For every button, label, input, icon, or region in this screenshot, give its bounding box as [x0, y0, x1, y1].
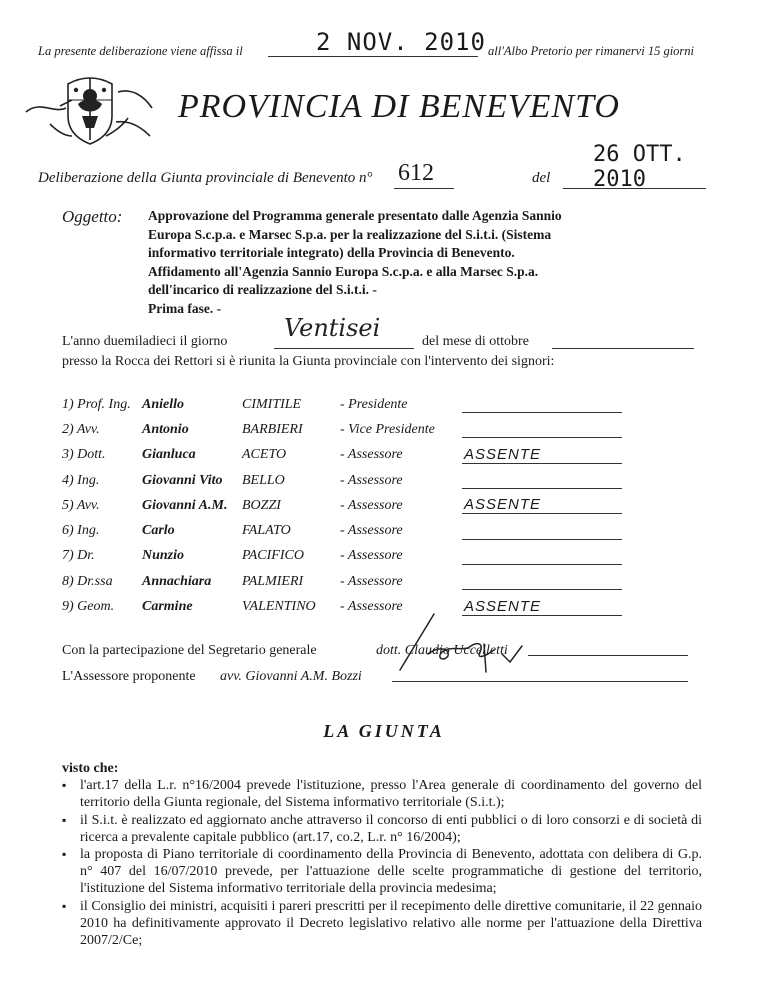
assessore-text: L'Assessore proponente: [62, 669, 196, 684]
member-role: - Assessore: [340, 548, 403, 564]
table-row: [62, 569, 642, 594]
member-first-name: Carlo: [142, 523, 175, 539]
segretario-name: dott. Claudio Uccelletti: [376, 643, 508, 658]
visto-list: [62, 777, 702, 949]
member-title: 2) Avv.: [62, 421, 100, 437]
attendance-line: [462, 548, 622, 565]
anno-text: L'anno duemiladieci il giorno: [62, 334, 228, 349]
seduta-line2: presso la Rocca dei Rettori si è riunita la Giunta provinciale con l'intervento dei signori:: [62, 354, 555, 369]
member-surname: BARBIERI: [242, 421, 303, 437]
attendance-line: [462, 497, 622, 514]
member-first-name: Nunzio: [142, 548, 185, 564]
member-title: 1) Prof. Ing.: [62, 396, 131, 412]
attendance-line: [462, 421, 622, 438]
seduta-paragraph: [62, 314, 702, 371]
member-title: 9) Geom.: [62, 599, 115, 615]
member-first-name: Gianluca: [142, 447, 196, 463]
member-surname: PALMIERI: [242, 573, 304, 589]
list-item: ▪ il S.i.t. è realizzato ed aggiornato anche attraverso il concorso di enti pubblici o di loro consorzi e di società di ricerca a prevalente capitale pubblico (art.17, co.2, L.r. n° 16/2004);: [62, 812, 702, 846]
visto-heading: visto che:: [62, 761, 119, 776]
member-attendance-cell: [462, 493, 642, 518]
member-surname: BOZZI: [242, 497, 281, 513]
table-row: [62, 443, 642, 468]
member-first-name: Aniello: [142, 396, 185, 412]
member-first-name: Giovanni Vito: [142, 472, 223, 488]
segretario-text: Con la partecipazione del Segretario generale: [62, 643, 317, 658]
mese-text: del mese di ottobre: [422, 334, 529, 349]
table-row: [62, 417, 642, 442]
oggetto-line: Europa S.c.p.a. e Marsec S.p.a. per la realizzazione del S.i.t.i. (Sistema: [148, 226, 552, 242]
giorno-handwritten: Ventisei: [284, 314, 381, 342]
member-surname: ACETO: [242, 447, 287, 463]
giorno-underline: [274, 348, 414, 349]
member-first-name: Annachiara: [142, 573, 212, 589]
member-role: - Assessore: [340, 497, 403, 513]
member-role: - Vice Presidente: [340, 421, 435, 437]
oggetto-label: Oggetto:: [62, 207, 123, 226]
affissione-underline: [268, 56, 478, 57]
member-attendance-cell: [462, 569, 642, 594]
member-attendance-cell: [462, 518, 642, 543]
deliberazione-date-label: del: [532, 170, 551, 186]
oggetto-line: Affidamento all'Agenzia Sannio Europa S.c.p.a. e alla Marsec S.p.a.: [148, 263, 539, 279]
table-row: [62, 594, 642, 619]
member-role: - Presidente: [340, 396, 408, 412]
oggetto-line: dell'incarico di realizzazione del S.i.t.i. -: [148, 282, 377, 297]
attendance-line: [462, 396, 622, 413]
oggetto-line: Prima fase. -: [148, 300, 222, 316]
handwritten-signature: [394, 610, 544, 674]
assessore-underline: [392, 681, 688, 682]
affissione-date-stamp: 2 NOV. 2010: [316, 28, 486, 56]
attendance-line: [462, 447, 622, 464]
member-role: - Assessore: [340, 447, 403, 463]
deliberazione-label: Deliberazione della Giunta provinciale di Benevento n°: [38, 170, 373, 186]
table-row: [62, 493, 642, 518]
table-row: [62, 518, 642, 543]
member-surname: BELLO: [242, 472, 285, 488]
list-item: ▪ il Consiglio dei ministri, acquisiti i pareri prescritti per il recepimento delle direttive comunitarie, il 22 gennaio 2010 ha definitivamente approvato il Decreto legislativo relativo alle norme per l'attuazione della Direttiva 2007/2/Ce;: [62, 898, 702, 950]
page-title: PROVINCIA DI BENEVENTO: [178, 88, 620, 125]
oggetto-line: informativo territoriale integrato) della Provincia di Benevento.: [148, 245, 515, 260]
table-row: [62, 544, 642, 569]
province-crest-icon: [20, 70, 160, 150]
member-attendance-cell: [462, 443, 642, 468]
la-giunta-heading: LA GIUNTA: [323, 721, 445, 741]
oggetto-text: [148, 207, 688, 318]
member-role: - Assessore: [340, 599, 403, 615]
attendance-line: [462, 523, 622, 540]
oggetto-line: Approvazione del Programma generale presentato dalle Agenzia Sannio: [148, 208, 562, 223]
attendance-line: [462, 573, 622, 590]
table-row: [62, 468, 642, 493]
member-first-name: Carmine: [142, 599, 193, 615]
member-surname: VALENTINO: [242, 599, 316, 615]
member-title: 5) Avv.: [62, 497, 100, 513]
member-attendance-cell: [462, 417, 642, 442]
member-title: 7) Dr.: [62, 548, 95, 564]
visto-section: [62, 760, 702, 949]
attendance-status: ASSENTE: [464, 445, 542, 463]
member-attendance-cell: [462, 468, 642, 493]
member-role: - Assessore: [340, 523, 403, 539]
attendance-status: ASSENTE: [464, 597, 542, 615]
member-role: - Assessore: [340, 472, 403, 488]
attendance-status: ASSENTE: [464, 496, 542, 514]
deliberazione-number: 612: [398, 160, 434, 186]
member-role: - Assessore: [340, 573, 403, 589]
list-item: ▪ l'art.17 della L.r. n°16/2004 prevede l'istituzione, presso l'Area generale di coordinamento del governo del territorio della Giunta regionale, del Sistema informativo territoriale (S.i.t.);: [62, 777, 702, 811]
partecipazione-block: [62, 638, 702, 690]
affissione-suffix: all'Albo Pretorio per rimanervi 15 giorni: [488, 44, 695, 58]
list-item: ▪ la proposta di Piano territoriale di coordinamento della Provincia di Benevento, adottata con delibera di G.p. n° 407 del 16/07/2010 prevede, per l'attuazione delle scelte programmatiche di gestione del territorio, l'istituzione del Sistema informativo territoriale della provincia medesima;: [62, 846, 702, 898]
member-surname: FALATO: [242, 523, 291, 539]
attendance-line: [462, 472, 622, 489]
number-underline: [394, 188, 454, 189]
member-attendance-cell: [462, 544, 642, 569]
member-first-name: Giovanni A.M.: [142, 497, 228, 513]
member-attendance-cell: [462, 392, 642, 417]
segretario-underline: [528, 655, 688, 656]
deliberazione-date-stamp: 26 OTT. 2010: [593, 142, 686, 192]
affissione-prefix: La presente deliberazione viene affissa il: [38, 44, 243, 58]
member-title: 8) Dr.ssa: [62, 573, 113, 589]
member-title: 6) Ing.: [62, 523, 100, 539]
member-title: 3) Dott.: [62, 447, 106, 463]
member-title: 4) Ing.: [62, 472, 100, 488]
member-first-name: Antonio: [142, 421, 189, 437]
members-table: [62, 392, 642, 620]
member-surname: CIMITILE: [242, 396, 302, 412]
table-row: [62, 392, 642, 417]
mese-underline: [552, 348, 694, 349]
assessore-name: avv. Giovanni A.M. Bozzi: [220, 669, 362, 684]
date-underline: [563, 188, 706, 189]
member-surname: PACIFICO: [242, 548, 304, 564]
